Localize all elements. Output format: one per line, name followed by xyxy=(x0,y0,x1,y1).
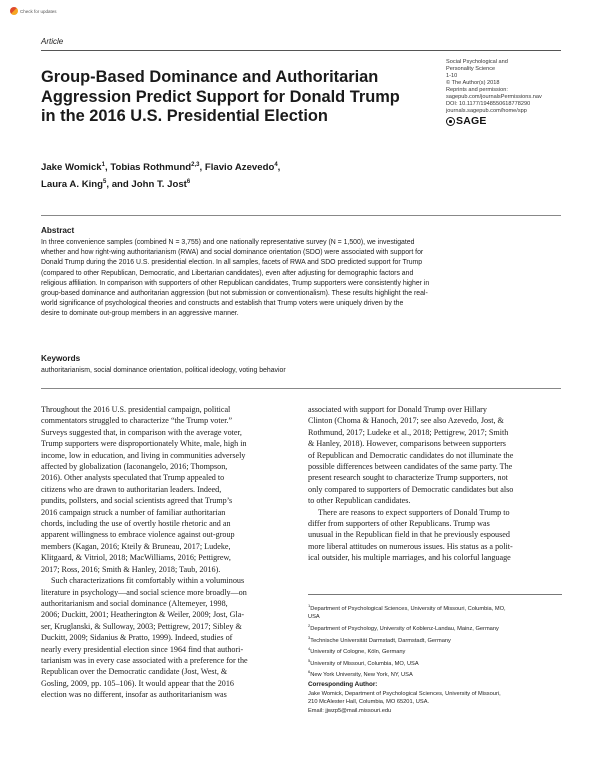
author-separator: , and xyxy=(106,179,132,191)
body-text-line: tarianism was in every case associated with a preference for the xyxy=(41,655,248,665)
footnote-number: 5 xyxy=(308,657,311,663)
author-name: Jake Womick xyxy=(41,162,102,174)
body-text-line: more liberal attitudes on numerous issues. His status as a polit- xyxy=(308,541,513,551)
author-name: John T. Jost xyxy=(131,179,187,191)
footnote-text: Technische Universität Darmstadt, Darmstadt, Germany xyxy=(310,637,451,644)
sage-logo xyxy=(446,117,566,126)
corresponding-author-heading: Corresponding Author: xyxy=(308,681,378,688)
affiliation-footnotes xyxy=(308,602,564,680)
abstract-line: desire to dominate out-group members in an aggressive manner. xyxy=(41,310,239,318)
affiliation-footnote xyxy=(308,622,564,633)
body-text-line: 2016). Other analysts speculated that Trump appealed to xyxy=(41,473,225,483)
article-title xyxy=(41,68,421,127)
footnote-text: University of Cologne, Köln, Germany xyxy=(310,648,406,655)
body-text-line: commentators struggled to characterize “the Trump voter.” xyxy=(41,416,233,426)
author-separator: , xyxy=(104,162,111,174)
affiliation-footnote xyxy=(308,602,564,613)
body-text-line: There are reasons to expect supporters of Donald Trump to xyxy=(318,507,510,517)
body-text-line: citizens who are drawn to authoritarian leaders. Indeed, xyxy=(41,484,222,494)
author-line-1 xyxy=(41,158,461,175)
author-affiliation-marker: 1 xyxy=(101,162,105,168)
body-text-line: Rothmund, 2017; Ludeke et al., 2018; Pettigrew, 2017; Smith xyxy=(308,427,509,437)
footnote-text: Department of Psychological Sciences, University of Missouri, Columbia, MO, xyxy=(310,605,506,612)
header-divider xyxy=(41,50,561,51)
body-text-line: 2017; Ross, 2016; Smith & Hanley, 2018; Taub, 2016). xyxy=(41,564,221,574)
title-line: Group-Based Dominance and Authoritarian xyxy=(41,68,379,86)
journal-info-line[interactable]: DOI: 10.1177/1948550618778290 xyxy=(446,101,531,107)
author-name: Tobias Rothmund xyxy=(110,162,192,174)
author-line-2 xyxy=(41,175,461,192)
journal-info-line: Social Psychological and xyxy=(446,59,508,65)
body-text-line: ical outsider, his multiple marriages, and his colorful language xyxy=(308,553,511,563)
abstract-line: (compared to other Republican, Democratic, and Libertarian candidates), even after adjusting for demographic factors and xyxy=(41,269,414,277)
body-text-line: ser, Kruglanski, & Sulloway, 2003; Pettigrew, 2017; Sibley & xyxy=(41,621,242,631)
keywords-heading: Keywords xyxy=(41,354,81,363)
title-line: in the 2016 U.S. Presidential Election xyxy=(41,107,328,125)
body-text-line: chords, including the use of overtly hostile rhetoric and an xyxy=(41,519,231,529)
affiliation-footnote xyxy=(308,645,564,656)
body-text-line: associated with support for Donald Trump over Hillary xyxy=(308,405,487,414)
body-text-line: of Republican and Democratic candidates do not illuminate the xyxy=(308,450,514,460)
body-text-line: 2016 campaign struck a number of familiar authoritarian xyxy=(41,507,226,517)
body-text-line: income, low in education, and living in communities adversely xyxy=(41,450,246,460)
body-text-line: to other Republican candidates. xyxy=(308,496,411,506)
author-name: Flavio Azevedo xyxy=(204,162,275,174)
body-text-line: affected by globalization (Iaconangelo, 2016; Thompson, xyxy=(41,462,228,472)
body-text-line: Gosling, 2009, pp. 105–106). It would appear that the 2016 xyxy=(41,678,234,688)
footnote-text: USA xyxy=(308,614,320,621)
corresponding-address-line: 210 McAlester Hall, Columbia, MO 65201, USA. xyxy=(308,699,430,706)
affiliation-footnote xyxy=(308,613,564,622)
article-type-label: Article xyxy=(41,37,64,46)
affiliation-footnote xyxy=(308,634,564,645)
body-text-line: apparent willingness to embrace violence against out-group xyxy=(41,530,235,540)
body-text-line: present research sought to characterize Trump supporters, not xyxy=(308,473,508,483)
abstract-line: whether and how right-wing authoritarianism (RWA) and social dominance orientation (SDO) were associated with support for xyxy=(41,249,424,257)
author-name: Laura A. King xyxy=(41,179,104,191)
body-column-left xyxy=(41,404,295,701)
journal-info-line: © The Author(s) 2018 xyxy=(446,80,500,86)
body-text-line: possible differences between candidates of the same party. The xyxy=(308,462,513,472)
footnote-number: 6 xyxy=(308,669,311,675)
keywords-divider xyxy=(41,388,561,389)
journal-info xyxy=(446,59,566,126)
footnote-text: University of Missouri, Columbia, MO, USA xyxy=(310,660,419,667)
corresponding-author-details xyxy=(308,690,564,715)
sage-logo-text: SAGE xyxy=(456,115,487,127)
check-for-updates-badge[interactable] xyxy=(10,6,72,16)
body-text-line: unusual in the Republican field in that he previously espoused xyxy=(308,530,510,540)
journal-info-line[interactable]: journals.sagepub.com/home/spp xyxy=(446,108,527,114)
title-line: Aggression Predict Support for Donald Trump xyxy=(41,87,400,106)
journal-info-line: Personality Science xyxy=(446,66,496,72)
body-text-line: authoritarianism and social dominance (Altemeyer, 1998, xyxy=(41,598,228,608)
abstract-line: religious affiliation. In comparison with supporters of other Republican candidates, Trump supporters were consistently higher in xyxy=(41,279,430,287)
keywords-list: authoritarianism, social dominance orientation, political ideology, voting behavior xyxy=(41,367,286,374)
abstract-heading: Abstract xyxy=(41,226,75,235)
body-text-line: Surveys suggested that, in comparison with the average voter, xyxy=(41,427,242,437)
footnote-number: 4 xyxy=(308,646,311,652)
journal-info-line: Reprints and permission: xyxy=(446,87,508,93)
body-text-line: Duckitt, 2009; Sidanius & Pratto, 1999). Indeed, studies of xyxy=(41,633,233,643)
footnote-number: 2 xyxy=(308,623,311,629)
author-affiliation-marker: 6 xyxy=(186,179,191,186)
corresponding-address-line: Jake Womick, Department of Psychological Sciences, University of Missouri, xyxy=(308,691,501,697)
footnote-text: New York University, New York, NY, USA xyxy=(310,671,413,678)
footnote-divider xyxy=(308,594,562,595)
author-list xyxy=(41,158,461,192)
author-separator: , xyxy=(199,162,205,174)
footnote-number: 3 xyxy=(308,634,311,640)
body-text-line: only compared to supporters of Democratic candidates but also xyxy=(308,484,514,494)
body-text-line: Throughout the 2016 U.S. presidential campaign, political xyxy=(41,405,231,414)
body-text-line: Republican over the Democratic candidate (Jost, West, & xyxy=(41,667,228,677)
abstract-line: In three convenience samples (combined N = 3,755) and one nationally representative survey (N = 1,500), we investigated xyxy=(41,239,415,246)
author-affiliation-marker: 4 xyxy=(274,162,278,168)
body-text-line: differ from supporters of other Republicans. Trump was xyxy=(308,519,490,529)
journal-info-line: 1-10 xyxy=(446,73,458,79)
body-text-line: Such characterizations fit comfortably within a voluminous xyxy=(51,576,245,586)
body-text-line: Klitgaard, & Vitriol, 2018; MacWilliams, 2016; Pettigrew, xyxy=(41,553,231,563)
body-text-line: Clinton (Choma & Hanoch, 2017; see also Azevedo, Jost, & xyxy=(308,416,504,426)
body-text-line: election was no different, insofar as authoritarianism was xyxy=(41,690,227,700)
author-separator: , xyxy=(277,162,281,174)
body-column-right xyxy=(308,404,562,564)
footnote-number: 1 xyxy=(308,603,311,608)
author-affiliation-marker: 2,3 xyxy=(191,162,200,168)
author-affiliation-marker: 5 xyxy=(103,179,107,186)
abstract-divider xyxy=(41,215,561,216)
crossmark-icon xyxy=(10,7,18,15)
sage-logo-icon xyxy=(446,117,455,126)
journal-info-line[interactable]: sagepub.com/journalsPermissions.nav xyxy=(446,94,542,100)
body-text-line: pundits, pollsters, and social scientists agreed that Trump’s xyxy=(41,496,233,506)
body-text-line: & Hanley, 2018). However, comparisons between supporters xyxy=(308,439,506,449)
affiliation-footnote xyxy=(308,668,564,679)
footnote-text: Department of Psychology, University of Koblenz-Landau, Mainz, Germany xyxy=(310,625,499,632)
body-text-line: members (Kagan, 2016; Kteily & Bruneau, 2017; Ludeke, xyxy=(41,541,231,551)
body-text-line: literature in psychology—and social science more broadly—on xyxy=(41,587,247,597)
body-text-line: Trump supporters were disproportionately White, male, high in xyxy=(41,439,247,449)
body-text-line: 2006; Duckitt, 2001; Heatherington & Weiler, 2009; Jost, Gla- xyxy=(41,610,245,620)
abstract-line: group-based dominance and authoritarian aggression (but not submission or conventionalism). These results highlight the real- xyxy=(41,290,428,298)
body-text-line: nearly every presidential election since 1964 find that authori- xyxy=(41,644,244,654)
abstract-body xyxy=(41,238,561,320)
corresponding-email[interactable]: Email: jjwzp5@mail.missouri.edu xyxy=(308,707,392,714)
check-for-updates-label: Check for updates xyxy=(20,8,57,14)
affiliation-footnote xyxy=(308,657,564,668)
abstract-line: Donald Trump during the 2016 U.S. presidential election. In all samples, facets of RWA and SDO predicted support for Trump xyxy=(41,259,423,267)
abstract-line: world significance of psychological theories and constructs and establish that Trump voters were uniquely driven by the xyxy=(41,300,404,308)
